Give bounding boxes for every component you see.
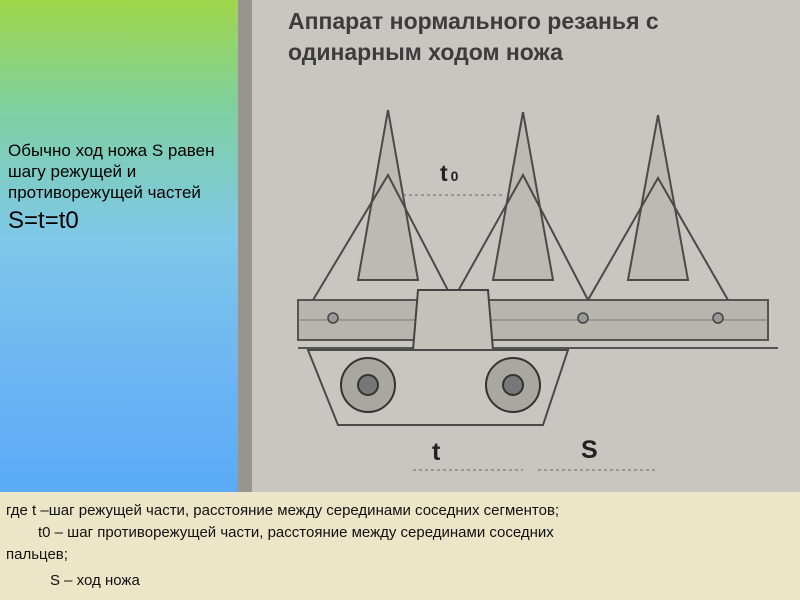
left-panel: [0, 0, 238, 492]
label-t0-main: t: [440, 160, 448, 186]
footnote-line-2: t0 – шаг противорежущей части, расстояние между серединами соседних: [38, 524, 554, 541]
notes-text: [8, 140, 236, 237]
footnote-line-4: S – ход ножа: [50, 572, 140, 589]
label-s: S: [581, 436, 598, 464]
mechanism-photo: [238, 0, 800, 492]
label-t: t: [432, 438, 441, 466]
notes-line: Обычно ход ножа S равен шагу режущей и противорежущей частей: [8, 141, 215, 202]
label-t0-sub: 0: [450, 168, 459, 184]
footnote-line-3: пальцев;: [6, 546, 68, 563]
slide-title: Аппарат нормального резанья с одинарным ходом ножа: [288, 8, 659, 65]
mechanism-drawing: [238, 0, 800, 492]
formula: S=t=t0: [8, 207, 79, 234]
footnote: [0, 492, 800, 600]
label-t0: [440, 160, 458, 187]
footnote-line-1: где t –шаг режущей части, расстояние между серединами соседних сегментов;: [6, 502, 560, 519]
